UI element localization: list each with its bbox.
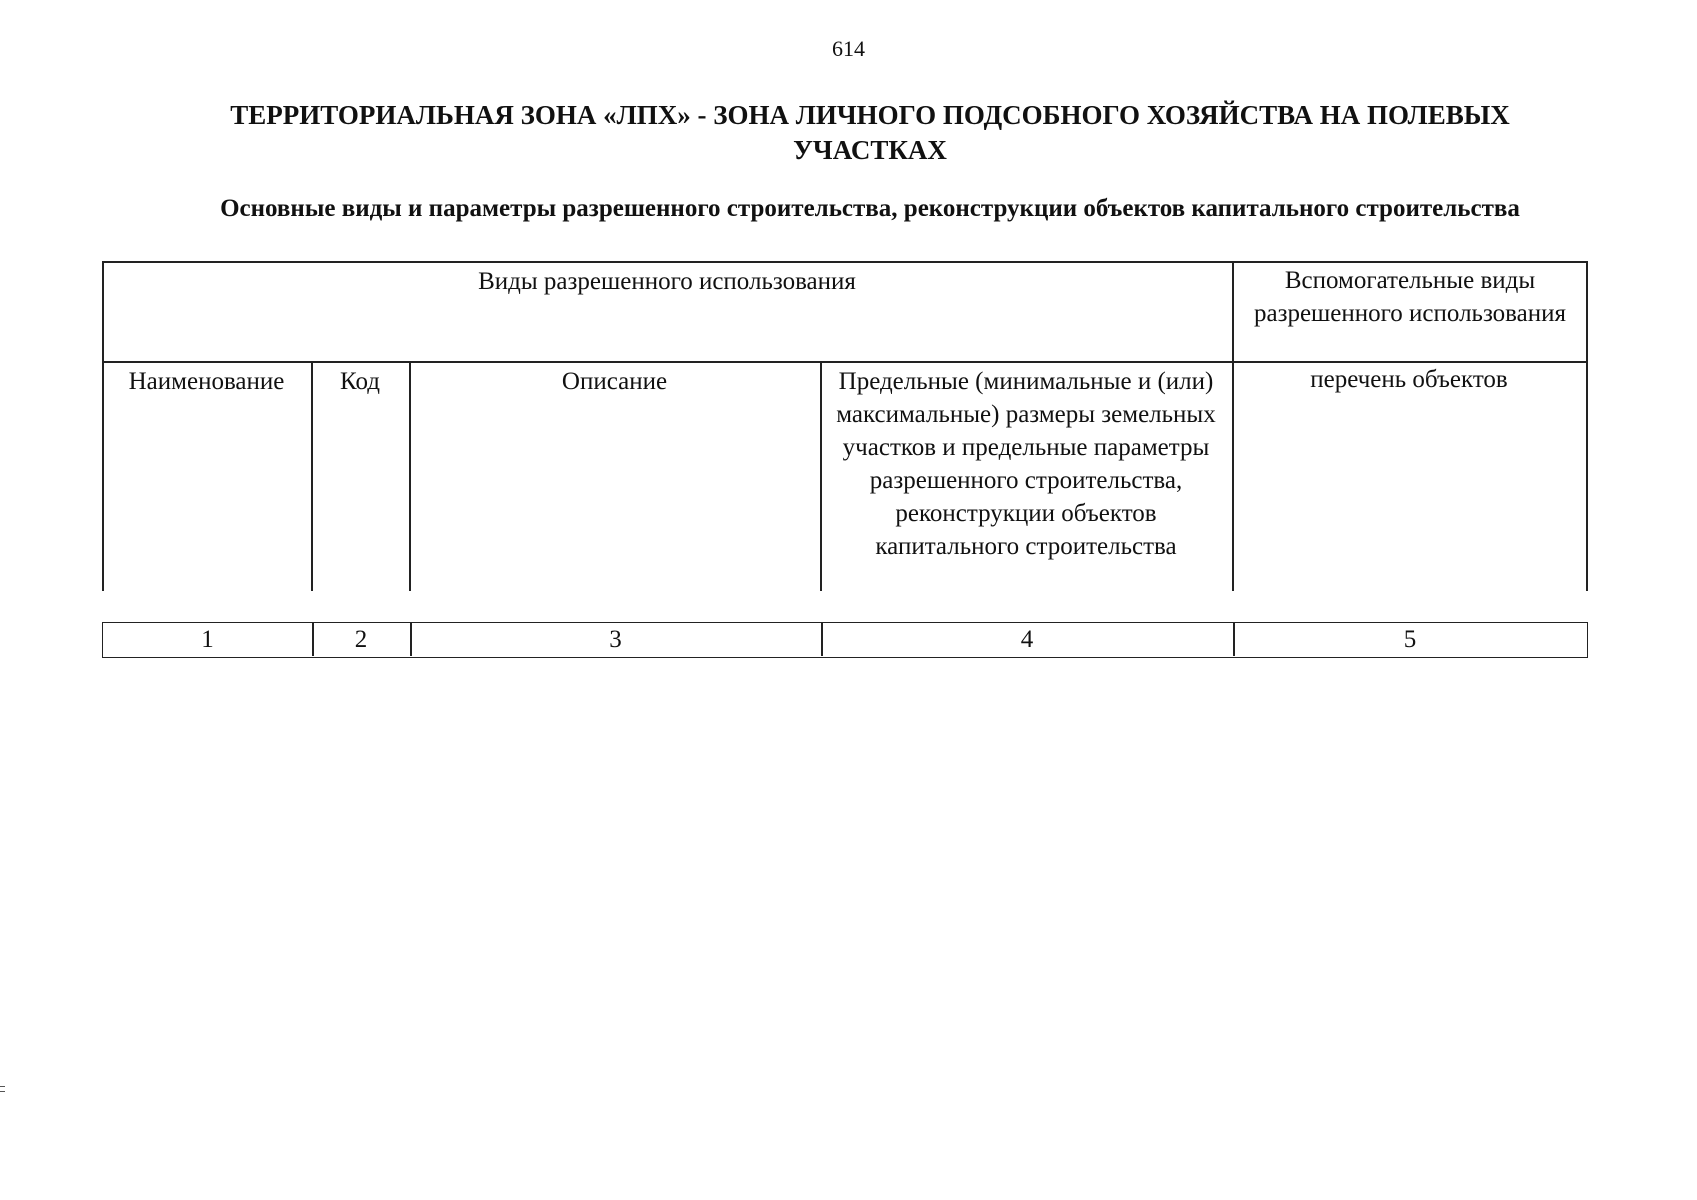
column-header-description: Описание	[561, 368, 668, 395]
column-number-2: 2	[354, 626, 368, 653]
column-number-4: 4	[1020, 626, 1034, 653]
column-header-code: Код	[340, 368, 380, 395]
column-header-limits: Предельные (минимальные и (или) максимальные) размеры земельных участков и предельные параметры разрешенного строительства, реконструкции объектов капитального строительства	[836, 368, 1216, 560]
regulations-table-header	[102, 261, 1588, 591]
column-number-1: 1	[201, 626, 214, 653]
column-number-3: 3	[609, 626, 622, 653]
table-right-border	[1586, 261, 1588, 591]
scan-edge-mark	[0, 1086, 5, 1092]
divider-aux	[1232, 261, 1234, 591]
column-header-name: Наименование	[128, 368, 285, 395]
divider-desc-params	[820, 361, 822, 591]
column-number-5: 5	[1403, 626, 1417, 653]
column-numbering-row	[102, 622, 1588, 658]
auxiliary-uses-header: Вспомогательные виды разрешенного использования	[1253, 267, 1566, 327]
column-header-object-list: перечень объектов	[1310, 366, 1508, 393]
group-header-permitted-uses: Виды разрешенного использования	[478, 268, 856, 295]
zone-title: ТЕРРИТОРИАЛЬНАЯ ЗОНА «ЛПХ» - ЗОНА ЛИЧНОГО ПОДСОБНОГО ХОЗЯЙСТВА НА ПОЛЕВЫХ УЧАСТКАХ	[230, 100, 1510, 165]
section-title: Основные виды и параметры разрешенного строительства, реконструкции объектов капитального строительства	[220, 195, 1520, 222]
page-number: 614	[832, 36, 865, 61]
table-top-border	[102, 261, 1588, 263]
